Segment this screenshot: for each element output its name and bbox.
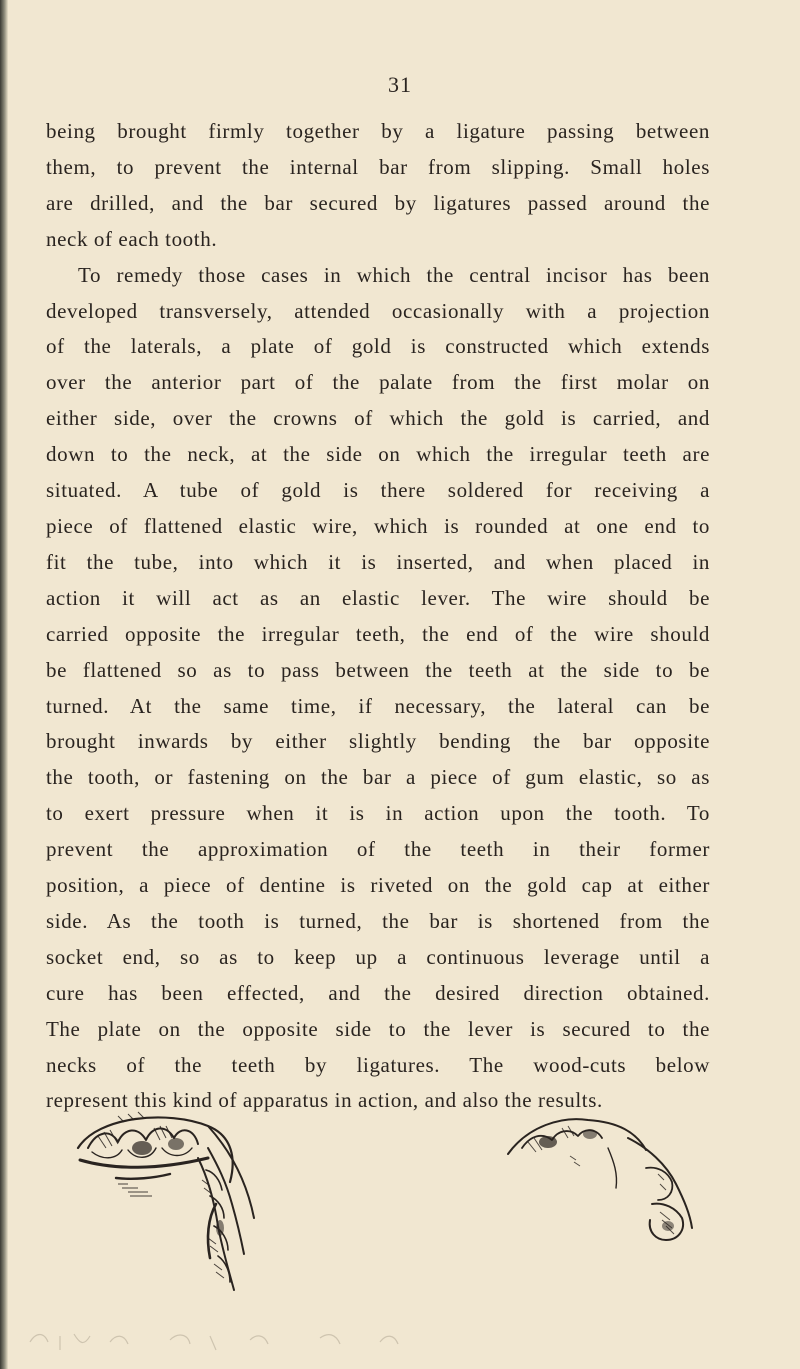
text-line: cure has been effected, and the desired direction obtained. [46,980,710,1005]
text-line: To remedy those cases in which the central incisor has been [78,262,710,287]
text-line: represent this kind of apparatus in action, and also the results. [46,1088,603,1113]
text-line: be flattened so as to pass between the teeth at the side to be [46,657,710,682]
text-line: developed transversely, attended occasionally with a projection [46,298,710,323]
text-line: socket end, so as to keep up a continuous leverage until a [46,944,710,969]
woodcut-teeth-result-icon [478,1108,726,1248]
page-number: 31 [388,72,412,97]
body-text [46,114,710,1119]
text-line: neck of each tooth. [46,226,218,251]
text-line: piece of flattened elastic wire, which is rounded at one end to [46,513,710,538]
woodcut-dental-apparatus-in-action-icon [58,1108,278,1300]
text-line: turned. At the same time, if necessary, the lateral can be [46,693,710,718]
page-binding-edge [0,0,8,1369]
text-line: to exert pressure when it is in action upon the tooth. To [46,801,710,826]
text-line: either side, over the crowns of which the gold is carried, and [46,406,710,431]
show-through-marks [20,1322,720,1362]
text-line: situated. A tube of gold is there soldered for receiving a [46,478,710,503]
text-line: The plate on the opposite side to the lever is secured to the [46,1016,710,1041]
text-line: of the laterals, a plate of gold is constructed which extends [46,334,710,359]
text-line: side. As the tooth is turned, the bar is shortened from the [46,908,710,933]
text-line: fit the tube, into which it is inserted, and when placed in [46,549,710,574]
text-line: prevent the approximation of the teeth in their former [46,837,710,862]
text-line: them, to prevent the internal bar from slipping. Small holes [46,154,710,179]
text-line: brought inwards by either slightly bending the bar opposite [46,729,710,754]
text-line: being brought firmly together by a ligature passing between [46,119,710,143]
text-line: over the anterior part of the palate from the first molar on [46,370,710,395]
text-line: down to the neck, at the side on which the irregular teeth are [46,442,710,467]
text-line: are drilled, and the bar secured by ligatures passed around the [46,190,710,215]
text-line: the tooth, or fastening on the bar a piece of gum elastic, so as [46,765,710,790]
text-line: position, a piece of dentine is riveted on the gold cap at either [46,873,710,898]
text-line: carried opposite the irregular teeth, the end of the wire should [46,621,710,646]
text-line: action it will act as an elastic lever. The wire should be [46,585,710,610]
text-line: necks of the teeth by ligatures. The wood-cuts below [46,1052,710,1077]
